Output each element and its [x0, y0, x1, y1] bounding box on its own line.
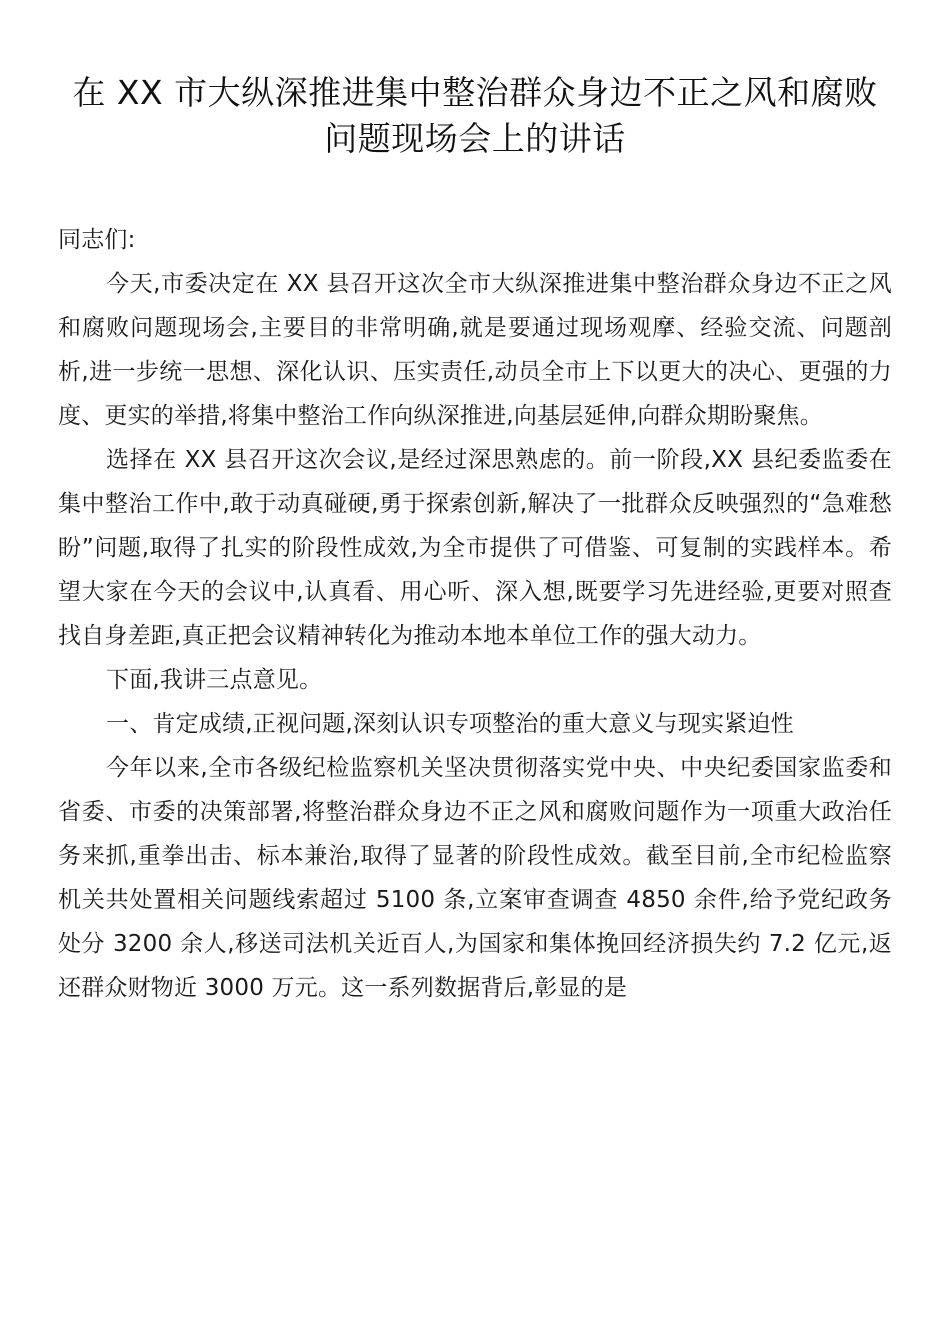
- salutation: 同志们:: [58, 227, 136, 253]
- document-title-line-2: 问题现场会上的讲话: [324, 119, 626, 158]
- document-title-line-1: 在 XX 市大纵深推进集中整治群众身边不正之风和腐败: [72, 73, 878, 112]
- paragraph-venue: 选择在 XX 县召开这次会议,是经过深思熟虑的。前一阶段,XX 县纪委监委在集中整治工作中,敢于动真碰硬,勇于探索创新,解决了一批群众反映强烈的“急难愁盼”问题,取得了扎实的阶段性成效,为全市提供了可借鉴、可复制的实践样本。希望大家在今天的会议中,认真看、用心听、深入想,既要学习先进经验,更要对照查找自身差距,真正把会议精神转化为推动本地本单位工作的强大动力。: [58, 447, 892, 649]
- document-body: [58, 218, 892, 1010]
- paragraph-achievements: 今年以来,全市各级纪检监察机关坚决贯彻落实党中央、中央纪委国家监委和省委、市委的决策部署,将整治群众身边不正之风和腐败问题作为一项重大政治任务来抓,重拳出击、标本兼治,取得了显著的阶段性成效。截至目前,全市纪检监察机关共处置相关问题线索超过 5100 条,立案审查调查 4850 余件,给予党纪政务处分 3200 余人,移送司法机关近百人,为国家和集体挽回经济损失约 7.2 亿元,返还群众财物近 3000 万元。这一系列数据背后,彰显的是: [58, 755, 892, 1001]
- section-heading-1: 一、肯定成绩,正视问题,深刻认识专项整治的重大意义与现实紧迫性: [106, 711, 794, 737]
- paragraph-outline: 下面,我讲三点意见。: [106, 667, 323, 693]
- paragraph-intro: 今天,市委决定在 XX 县召开这次全市大纵深推进集中整治群众身边不正之风和腐败问题现场会,主要目的非常明确,就是要通过现场观摩、经验交流、问题剖析,进一步统一思想、深化认识、压实责任,动员全市上下以更大的决心、更强的力度、更实的举措,将集中整治工作向纵深推进,向基层延伸,向群众期盼聚焦。: [58, 271, 892, 429]
